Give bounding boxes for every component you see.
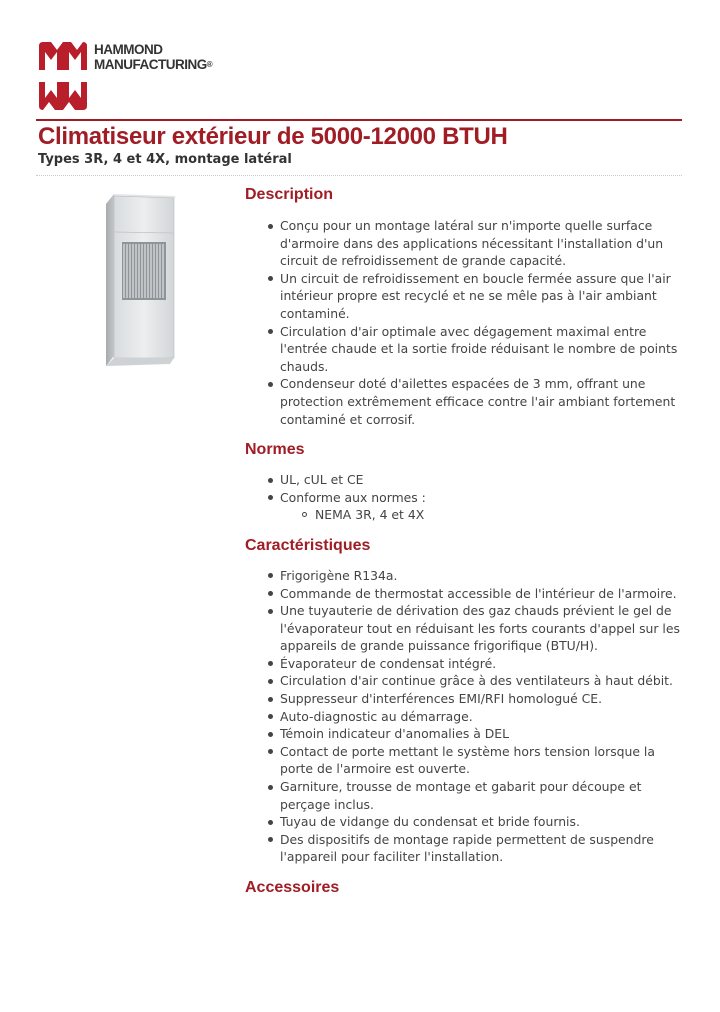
list-item: Tuyau de vidange du condensat et bride fournis. xyxy=(245,813,690,831)
description-heading: Description xyxy=(245,186,334,203)
brand-line-1: HAMMOND xyxy=(94,42,163,57)
accessoires-heading: Accessoires xyxy=(245,879,340,896)
list-item: Condenseur doté d'ailettes espacées de 3 mm, offrant une protection extrêmement efficace contre l'air ambiant fortement contaminé et corrosif. xyxy=(245,375,690,428)
list-item: Évaporateur de condensat intégré. xyxy=(245,655,690,673)
brand-line-2-text: MANUFACTURING xyxy=(94,57,207,72)
list-item: Auto-diagnostic au démarrage. xyxy=(245,708,690,726)
brand-name xyxy=(94,42,212,72)
normes-heading: Normes xyxy=(245,441,305,459)
registered-mark: ® xyxy=(206,60,213,69)
caracteristiques-list xyxy=(245,567,690,866)
list-item: Garniture, trousse de montage et gabarit pour découpe et perçage inclus. xyxy=(245,778,690,813)
description-list xyxy=(245,217,690,428)
product-image xyxy=(94,192,178,368)
company-logo xyxy=(37,40,237,112)
caracteristiques-heading: Caractéristiques xyxy=(245,536,371,554)
list-item: UL, cUL et CE xyxy=(245,471,690,489)
list-item: Frigorigène R134a. xyxy=(245,567,690,585)
list-item: Circulation d'air optimale avec dégagement maximal entre l'entrée chaude et la sortie froide réduisant le nombre de points chauds. xyxy=(245,323,690,376)
list-item: Témoin indicateur d'anomalies à DEL xyxy=(245,725,690,743)
list-item: Une tuyauterie de dérivation des gaz chauds prévient le gel de l'évaporateur tout en réduisant les forts courants d'appel sur les appareils de grande puissance frigorifique (BTU/H). xyxy=(245,602,690,655)
hammond-logo-icon xyxy=(37,40,89,112)
page-title: Climatiseur extérieur de 5000-12000 BTUH xyxy=(38,123,508,150)
list-item: Des dispositifs de montage rapide permettent de suspendre l'appareil pour faciliter l'installation. xyxy=(245,831,690,866)
brand-line-2 xyxy=(94,57,212,72)
list-item: Suppresseur d'interférences EMI/RFI homologué CE. xyxy=(245,690,690,708)
list-item-text: Conforme aux normes : xyxy=(280,489,426,505)
divider xyxy=(36,175,682,176)
list-item: Commande de thermostat accessible de l'intérieur de l'armoire. xyxy=(245,585,690,603)
main-content xyxy=(245,183,690,900)
normes-list xyxy=(245,471,690,524)
normes-sublist xyxy=(280,506,690,524)
page-subtitle: Types 3R, 4 et 4X, montage latéral xyxy=(38,152,292,167)
list-item: Un circuit de refroidissement en boucle fermée assure que l'air intérieur propre est recyclé et ne se mêle pas à l'air ambiant contaminé. xyxy=(245,270,690,323)
list-item: Contact de porte mettant le système hors tension lorsque la porte de l'armoire est ouverte. xyxy=(245,743,690,778)
list-item: Circulation d'air continue grâce à des ventilateurs à haut débit. xyxy=(245,672,690,690)
list-item: Conçu pour un montage latéral sur n'importe quelle surface d'armoire dans des applications nécessitant l'installation d'un circuit de refroidissement de grande capacité. xyxy=(245,217,690,270)
sub-list-item: NEMA 3R, 4 et 4X xyxy=(280,506,690,524)
list-item xyxy=(245,489,690,524)
title-rule xyxy=(36,119,682,121)
